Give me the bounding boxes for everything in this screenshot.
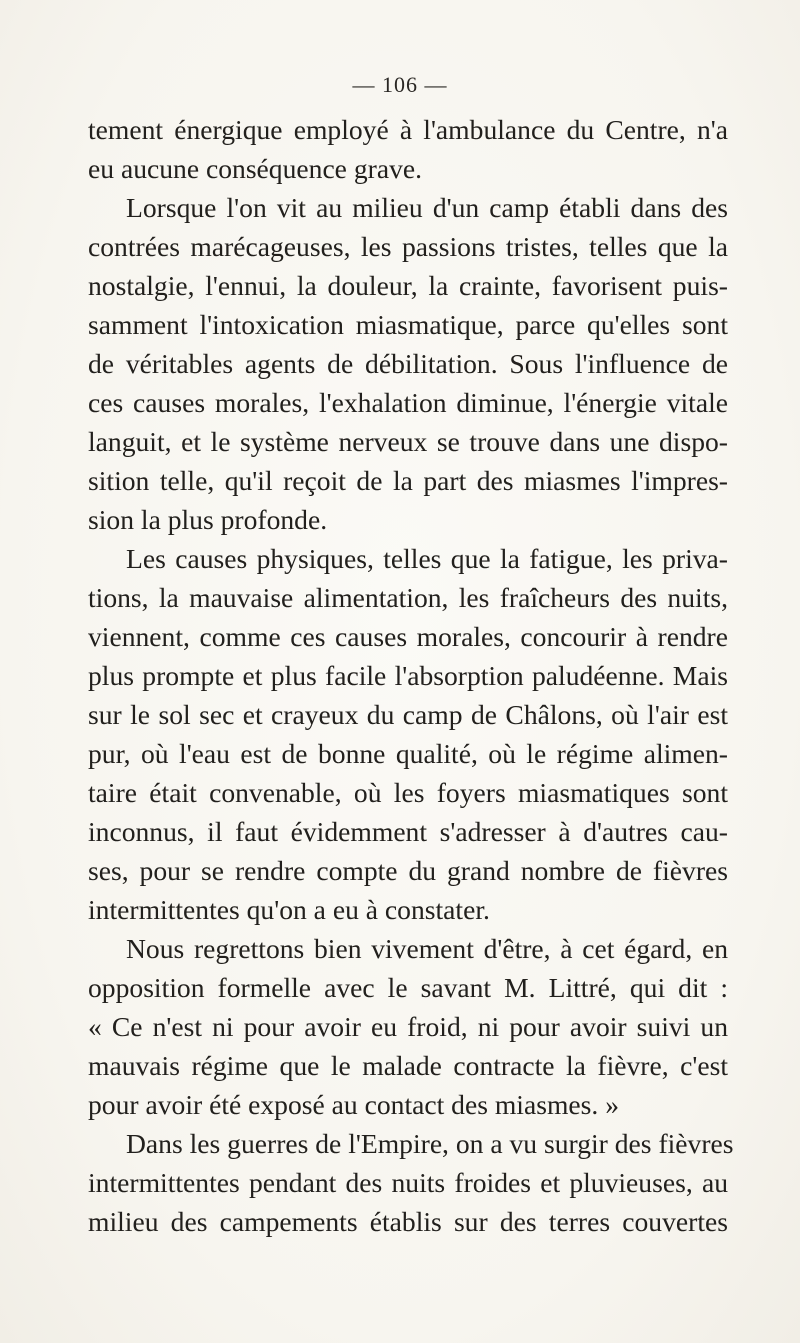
text-line: milieu des campements établis sur des terres couvertes: [88, 1206, 728, 1237]
text-line: intermittentes qu'on a eu à constater.: [88, 894, 490, 925]
text-line: ses, pour se rendre compte du grand nombre de fièvres: [88, 855, 728, 886]
text-line: « Ce n'est ni pour avoir eu froid, ni pour avoir suivi un: [88, 1011, 728, 1042]
page-number: — 106 —: [352, 72, 448, 97]
text-line: sion la plus profonde.: [88, 504, 328, 535]
text-line: Lorsque l'on vit au milieu d'un camp établi dans des: [126, 192, 728, 223]
body-text: [88, 110, 734, 1241]
text-line: inconnus, il faut évidemment s'adresser à d'autres cau-: [88, 816, 728, 847]
text-line: Dans les guerres de l'Empire, on a vu surgir des fièvres: [126, 1128, 734, 1159]
text-line: ces causes morales, l'exhalation diminue, l'énergie vitale: [88, 387, 728, 418]
text-line: pur, où l'eau est de bonne qualité, où le régime alimen-: [88, 738, 728, 769]
text-line: languit, et le système nerveux se trouve dans une dispo-: [88, 426, 728, 457]
text-line: mauvais régime que le malade contracte la fièvre, c'est: [88, 1050, 728, 1081]
text-line: sition telle, qu'il reçoit de la part des miasmes l'impres-: [88, 465, 728, 496]
text-line: de véritables agents de débilitation. Sous l'influence de: [88, 348, 728, 379]
text-line: tement énergique employé à l'ambulance du Centre, n'a: [88, 114, 728, 145]
text-line: opposition formelle avec le savant M. Littré, qui dit :: [88, 972, 728, 1003]
text-line: Les causes physiques, telles que la fatigue, les priva-: [126, 543, 728, 574]
text-line: nostalgie, l'ennui, la douleur, la crainte, favorisent puis-: [88, 270, 728, 301]
text-line: samment l'intoxication miasmatique, parce qu'elles sont: [88, 309, 728, 340]
text-line: eu aucune conséquence grave.: [88, 153, 423, 184]
text-line: contrées marécageuses, les passions tristes, telles que la: [88, 231, 728, 262]
text-line: intermittentes pendant des nuits froides et pluvieuses, au: [88, 1167, 728, 1198]
text-line: pour avoir été exposé au contact des miasmes. »: [88, 1089, 620, 1120]
text-line: sur le sol sec et crayeux du camp de Châlons, où l'air est: [88, 699, 728, 730]
text-line: viennent, comme ces causes morales, concourir à rendre: [88, 621, 728, 652]
text-line: plus prompte et plus facile l'absorption paludéenne. Mais: [88, 660, 728, 691]
text-line: tions, la mauvaise alimentation, les fraîcheurs des nuits,: [88, 582, 728, 613]
text-line: Nous regrettons bien vivement d'être, à cet égard, en: [126, 933, 728, 964]
text-line: taire était convenable, où les foyers miasmatiques sont: [88, 777, 728, 808]
